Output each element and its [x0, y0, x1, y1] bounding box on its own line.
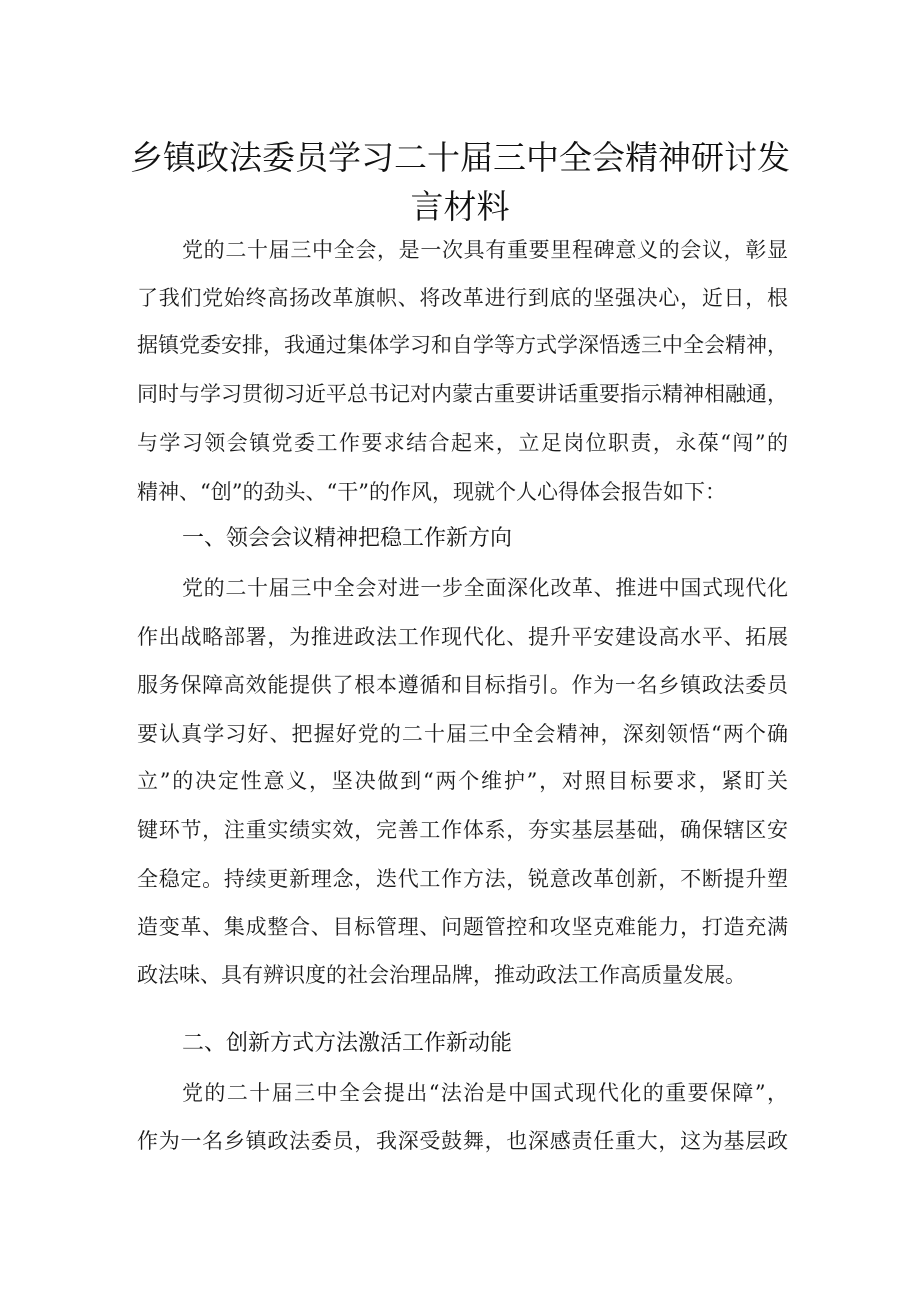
section1-line: 键环节，注重实绩实效，完善工作体系，夯实基层基础，确保辖区安 [137, 818, 788, 842]
document-title-line-2: 言材料 [410, 187, 510, 226]
section-heading-2: 二、创新方式方法激活工作新动能 [182, 1031, 513, 1056]
section1-line: 作出战略部署，为推进政法工作现代化、提升平安建设高水平、拓展 [137, 625, 788, 649]
section1-line: 造变革、集成整合、目标管理、问题管控和攻坚克难能力，打造充满 [137, 915, 788, 939]
section1-line: 立”的决定性意义，坚决做到“两个维护”，对照目标要求，紧盯关 [137, 769, 788, 793]
intro-line: 同时与学习贯彻习近平总书记对内蒙古重要讲话重要指示精神相融通， [137, 382, 788, 406]
intro-line: 了我们党始终高扬改革旗帜、将改革进行到底的坚强决心，近日，根 [137, 286, 788, 310]
intro-line: 精神、“创”的劲头、“干”的作风，现就个人心得体会报告如下： [137, 480, 726, 504]
section2-line: 作为一名乡镇政法委员，我深受鼓舞，也深感责任重大，这为基层政 [137, 1129, 788, 1153]
section1-line: 服务保障高效能提供了根本遵循和目标指引。作为一名乡镇政法委员 [137, 673, 788, 697]
section1-line: 政法味、具有辨识度的社会治理品牌，推动政法工作高质量发展。 [137, 963, 746, 987]
section1-line: 党的二十届三中全会对进一步全面深化改革、推进中国式现代化 [182, 576, 788, 600]
section2-line: 党的二十届三中全会提出“法治是中国式现代化的重要保障”， [182, 1081, 788, 1105]
section-heading-1: 一、领会会议精神把稳工作新方向 [182, 526, 513, 551]
document-title-line-1: 乡镇政法委员学习二十届三中全会精神研讨发 [130, 138, 790, 177]
section1-line: 全稳定。持续更新理念，迭代工作方法，锐意改革创新，不断提升塑 [137, 867, 788, 891]
intro-line: 党的二十届三中全会，是一次具有重要里程碑意义的会议，彰显 [182, 238, 788, 262]
section1-line: 要认真学习好、把握好党的二十届三中全会精神，深刻领悟“两个确 [137, 722, 788, 746]
intro-line: 据镇党委安排，我通过集体学习和自学等方式学深悟透三中全会精神， [137, 333, 788, 357]
intro-line: 与学习领会镇党委工作要求结合起来，立足岗位职责，永葆“闯”的 [137, 431, 788, 455]
